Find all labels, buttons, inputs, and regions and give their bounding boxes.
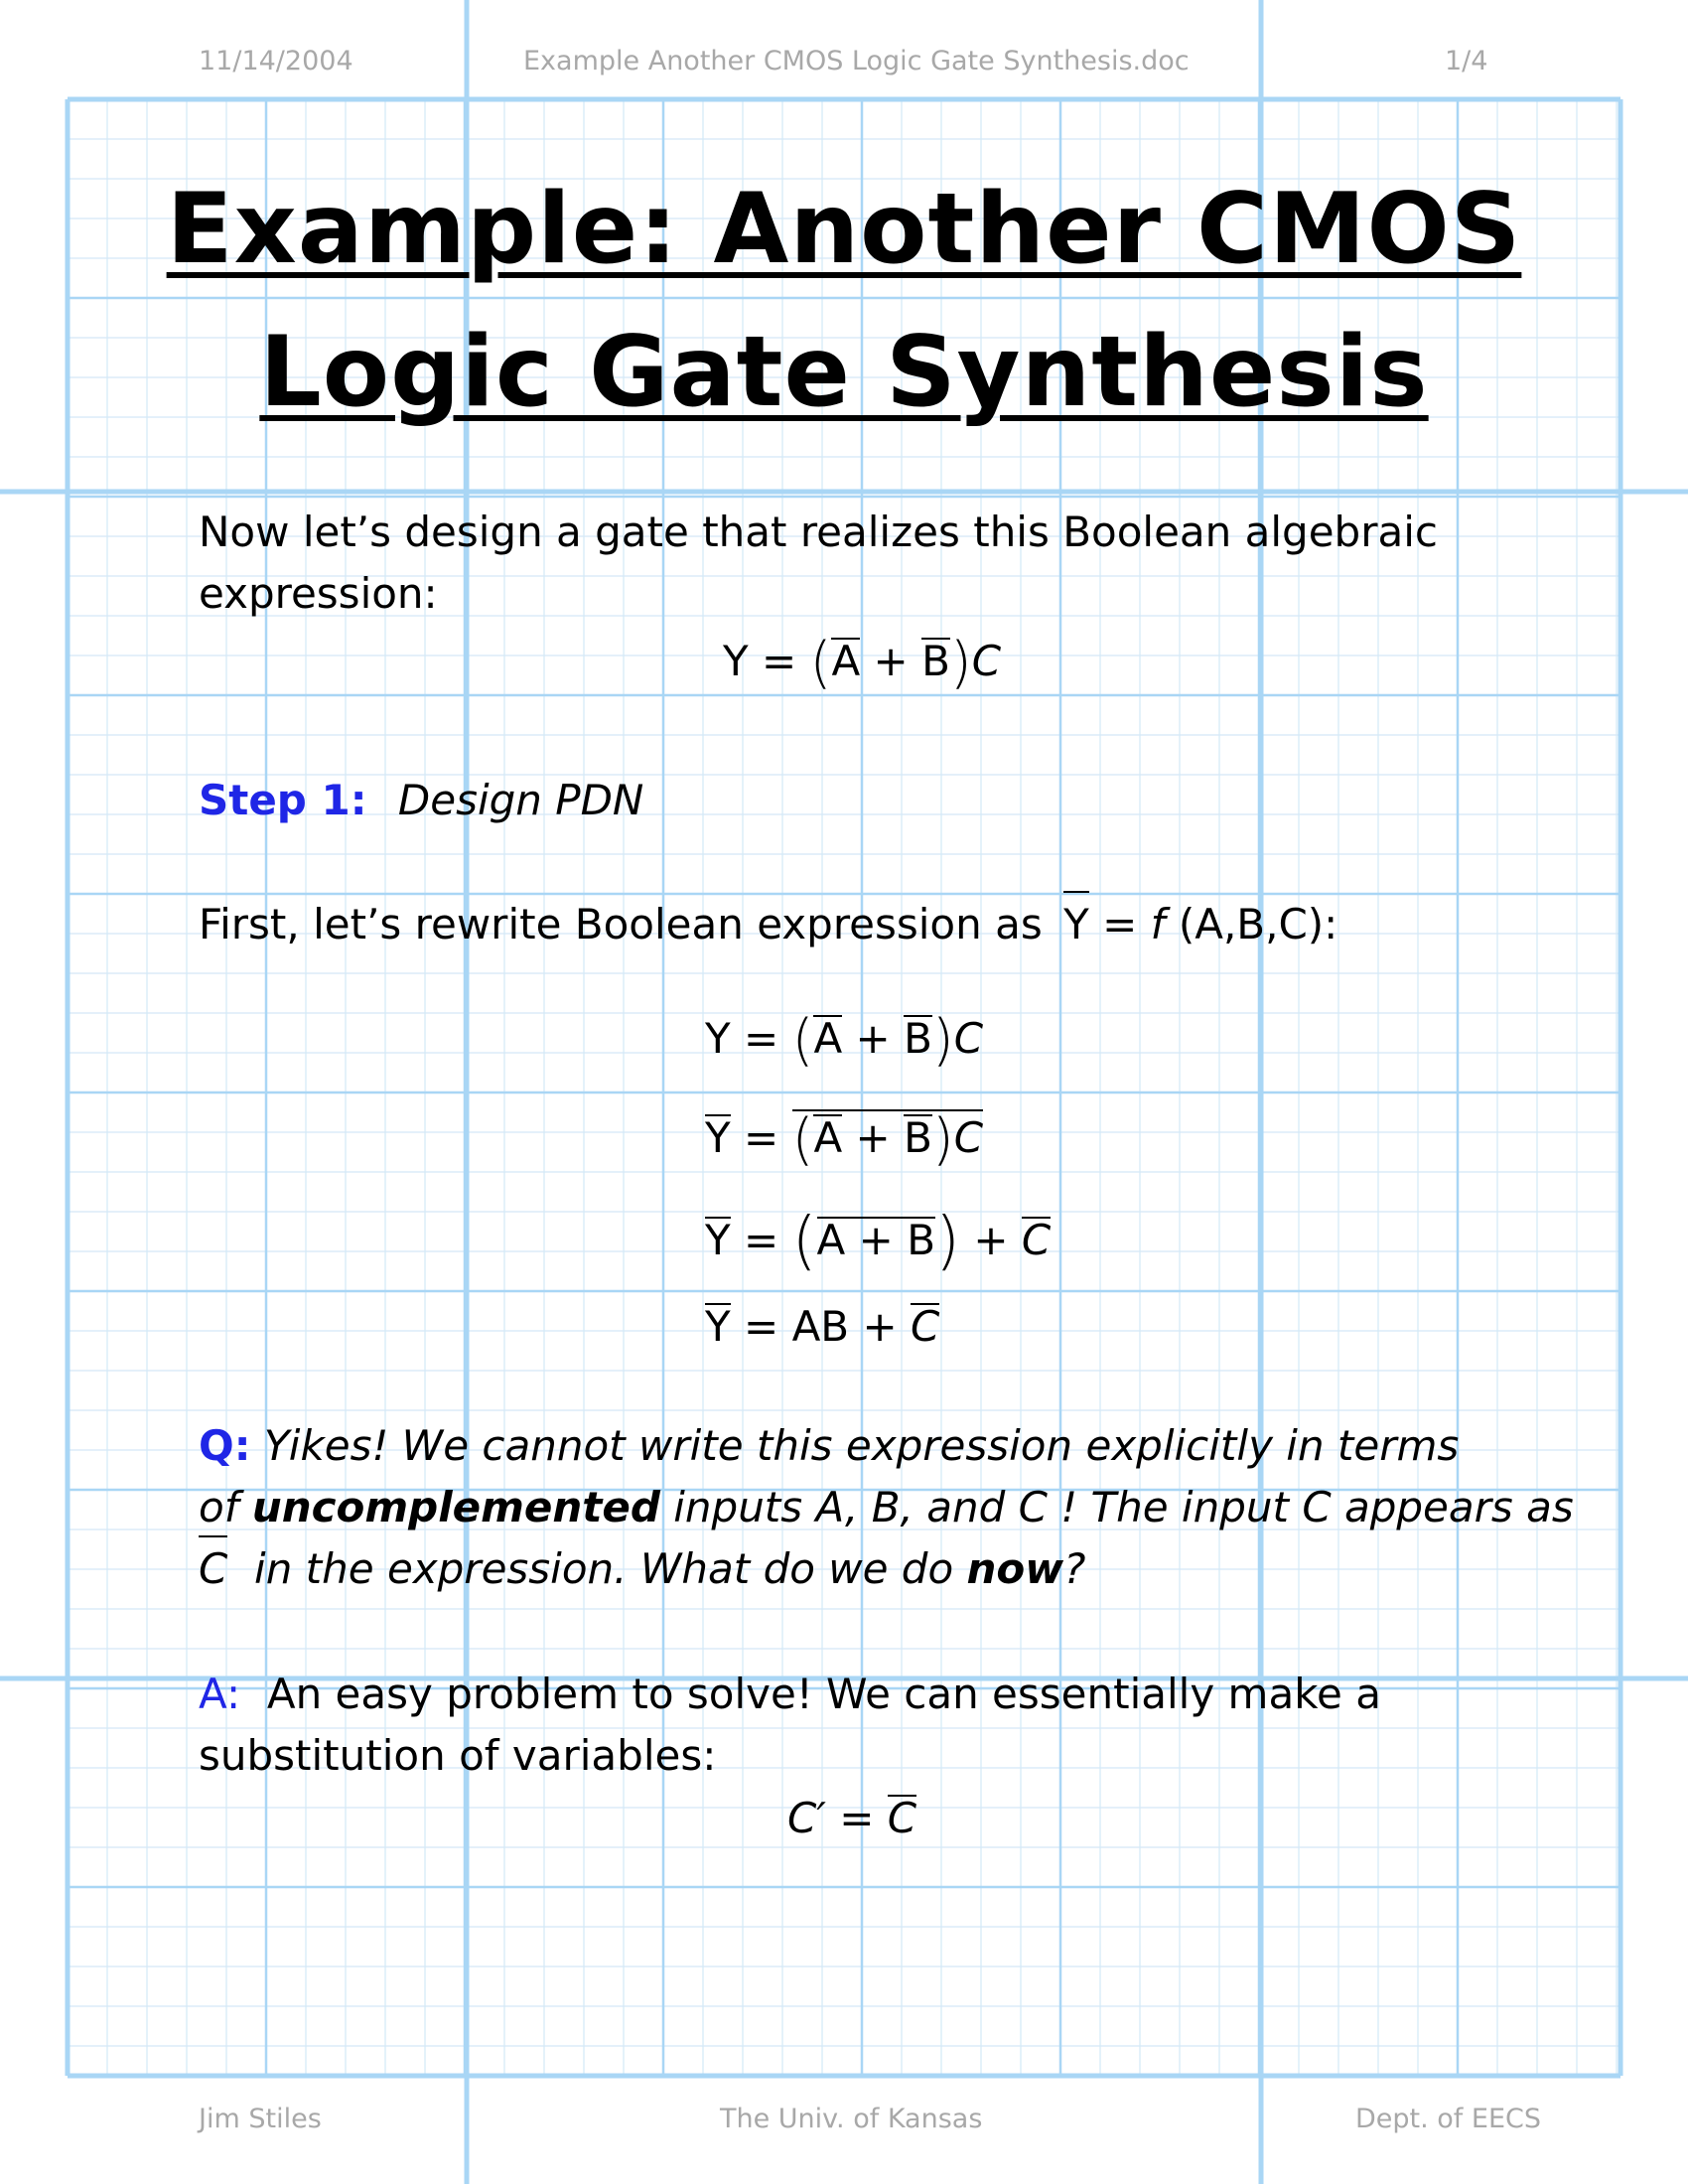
eq-var-a-bar: A [831,637,861,685]
rewrite-paragraph [199,894,1509,955]
question-line-3 [199,1538,1509,1600]
d1-a-bar: A [813,1014,843,1063]
derivation-line-3 [705,1205,1052,1278]
eq-right-paren: ) [949,631,972,695]
page-title-line-1: Example: Another CMOS [166,173,1522,286]
d1-plus: + [855,1014,891,1063]
step-1-label: Step 1: [199,776,367,824]
eq-equals: = [762,637,797,685]
d2-left-paren: ( [791,1107,814,1172]
d2-right-paren: ) [931,1107,954,1172]
d1-left-paren: ( [791,1008,814,1073]
question-c-bar: C [199,1538,227,1600]
d1-right-paren: ) [931,1008,954,1073]
d3-a-bar: A [816,1216,846,1264]
step-1-heading [199,770,1509,831]
equation-target-expression [723,631,1002,695]
sub-c-prime: C′ [787,1794,826,1842]
d3-plus-2: + [973,1216,1009,1264]
eq-var-y: Y [723,637,749,685]
d4-c-bar: C [911,1302,940,1351]
d3-left-paren: ( [791,1205,817,1278]
d1-y: Y [705,1014,731,1063]
footer-author: Jim Stiles [199,2104,322,2134]
d2-y-bar: Y [705,1113,731,1162]
d1-b-bar: B [904,1014,932,1063]
d3-c-bar: C [1021,1216,1052,1264]
question-text-1: Yikes! We cannot write this expression explicitly in terms [263,1421,1460,1470]
rewrite-text: First, let’s rewrite Boolean expression as [199,900,1043,948]
rewrite-y-bar: Y [1063,894,1089,955]
intro-line-1: Now let’s design a gate that realizes this Boolean algebraic [199,508,1438,556]
header-page-number: 1/4 [1445,46,1488,76]
answer-line-2: substitution of variables: [199,1731,717,1780]
question-text-2a: of [199,1483,252,1531]
d3-right-paren: ) [935,1205,960,1278]
footer-university: The Univ. of Kansas [720,2104,983,2134]
d3-y-bar: Y [705,1216,731,1264]
d2-overbar-group [791,1107,984,1172]
d2-b-bar: B [904,1113,932,1162]
eq-var-c: C [971,637,1002,685]
d3-plus: + [858,1216,894,1264]
d3-equals: = [744,1216,779,1264]
rewrite-args: (A,B,C) [1178,900,1325,948]
derivation-line-1 [705,1008,984,1073]
rewrite-equals: = [1102,900,1138,948]
sub-c-bar: C [887,1794,917,1842]
header-date: 11/14/2004 [199,46,353,76]
intro-line-2: expression: [199,569,438,618]
d3-b-bar: B [907,1216,936,1264]
step-1-text: Design PDN [397,776,644,824]
d4-y-bar: Y [705,1302,731,1351]
question-text-2b: uncomplemented [251,1483,660,1531]
eq-plus: + [873,637,909,685]
header-filename: Example Another CMOS Logic Gate Synthesis.doc [523,46,1190,76]
d3-overbar-group [816,1216,936,1264]
eq-left-paren: ( [809,631,832,695]
d4-ab: AB [791,1302,850,1351]
eq-var-b-bar: B [921,637,950,685]
answer-paragraph [199,1664,1509,1787]
question-text-3b: now [966,1544,1064,1593]
sub-equals: = [839,1794,875,1842]
d2-a-bar: A [813,1113,843,1162]
intro-paragraph [199,502,1509,625]
question-text-2c: inputs A, B, and C ! The input C appears as [659,1483,1574,1531]
d2-equals: = [744,1113,779,1162]
rewrite-colon: : [1324,900,1338,948]
rewrite-f: f [1150,900,1166,948]
d2-c: C [953,1113,984,1162]
footer-department: Dept. of EECS [1355,2104,1542,2134]
answer-label: A: [199,1670,241,1718]
question-label: Q: [199,1421,251,1470]
substitution-equation [787,1794,917,1842]
question-paragraph [199,1415,1574,1600]
d4-plus: + [862,1302,898,1351]
answer-text-1: An easy problem to solve! We can essentially make a [266,1670,1381,1718]
d2-plus: + [855,1113,891,1162]
question-line-1 [199,1415,1509,1477]
question-text-3a: in the expression. What do we do [254,1544,967,1593]
page-title-line-2: Logic Gate Synthesis [259,316,1429,429]
derivation-line-4 [705,1302,940,1351]
d1-c: C [953,1014,984,1063]
answer-line-1 [199,1664,1509,1725]
question-text-3c: ? [1063,1544,1086,1593]
derivation-line-2 [705,1107,984,1172]
d1-equals: = [744,1014,779,1063]
d4-equals: = [744,1302,779,1351]
question-line-2 [199,1477,1574,1538]
